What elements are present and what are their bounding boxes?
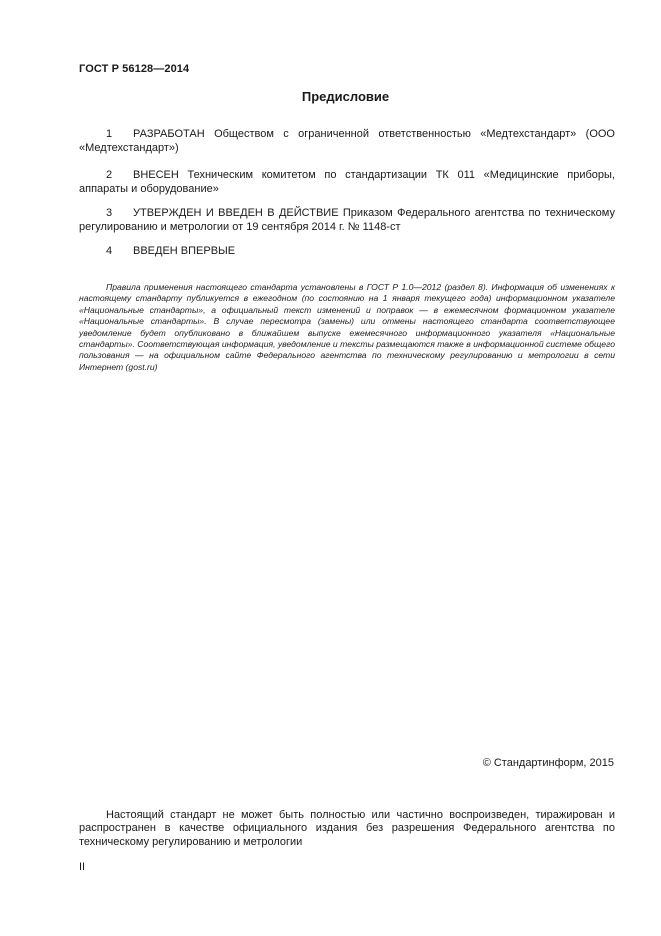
preface-item [79,127,615,155]
standard-code: ГОСТ Р 56128—2014 [79,63,190,75]
preface-item [79,244,615,258]
preface-item-text: ВНЕСЕН Техническим комитетом по стандартизации ТК 011 «Медицинские приборы, аппараты и оборудование» [79,169,615,195]
preface-item-text: РАЗРАБОТАН Обществом с ограниченной ответственностью «Медтехстандарт» (ООО «Медтехстандарт») [79,128,615,154]
preface-item-text: ВВЕДЕН ВПЕРВЫЕ [133,245,236,257]
copyright-notice: © Стандартинформ, 2015 [482,757,614,769]
preface-item-number: 3 [106,207,113,219]
preface-item [79,206,615,234]
preface-item [79,168,615,196]
preface-item-number: 4 [106,245,113,257]
preface-item-number: 2 [106,169,113,181]
preface-item-text: УТВЕРЖДЕН И ВВЕДЕН В ДЕЙСТВИЕ Приказом Федерального агентства по техническому регулированию и метрологии от 19 сентября 2014 г. № 1148-ст [79,207,615,233]
preface-item-number: 1 [106,128,113,140]
application-rules-note: Правила применения настоящего стандарта установлены в ГОСТ Р 1.0—2012 (раздел 8). Информация об изменениях к настоящему стандарту публикуется в ежегодном (по состоянию на 1 января текущего года) информационном указателе «Национальные стандарты», а официальный текст изменений и поправок — в ежемесячном формационном указателе «Национальные стандарты». В случае пересмотра (замены) или отмены настоящего стандарта соответствующее уведомление будет опубликовано в ближайшем выпуске ежемесячного информационного указателя «Национальные стандарты». Соответствующая информация, уведомление и тексты размещаются также в информационной системе общего пользования — на официальном сайте Федерального агентства по техническому регулированию и метрологии в сети Интернет (gost.ru) [79,282,615,372]
page-title: Предисловие [301,89,390,104]
reproduction-notice: Настоящий стандарт не может быть полностью или частично воспроизведен, тиражирован и распространен в качестве официального издания без разрешения Федерального агентства по техническому регулированию и метрологии [79,809,615,848]
page-number: II [79,861,86,873]
